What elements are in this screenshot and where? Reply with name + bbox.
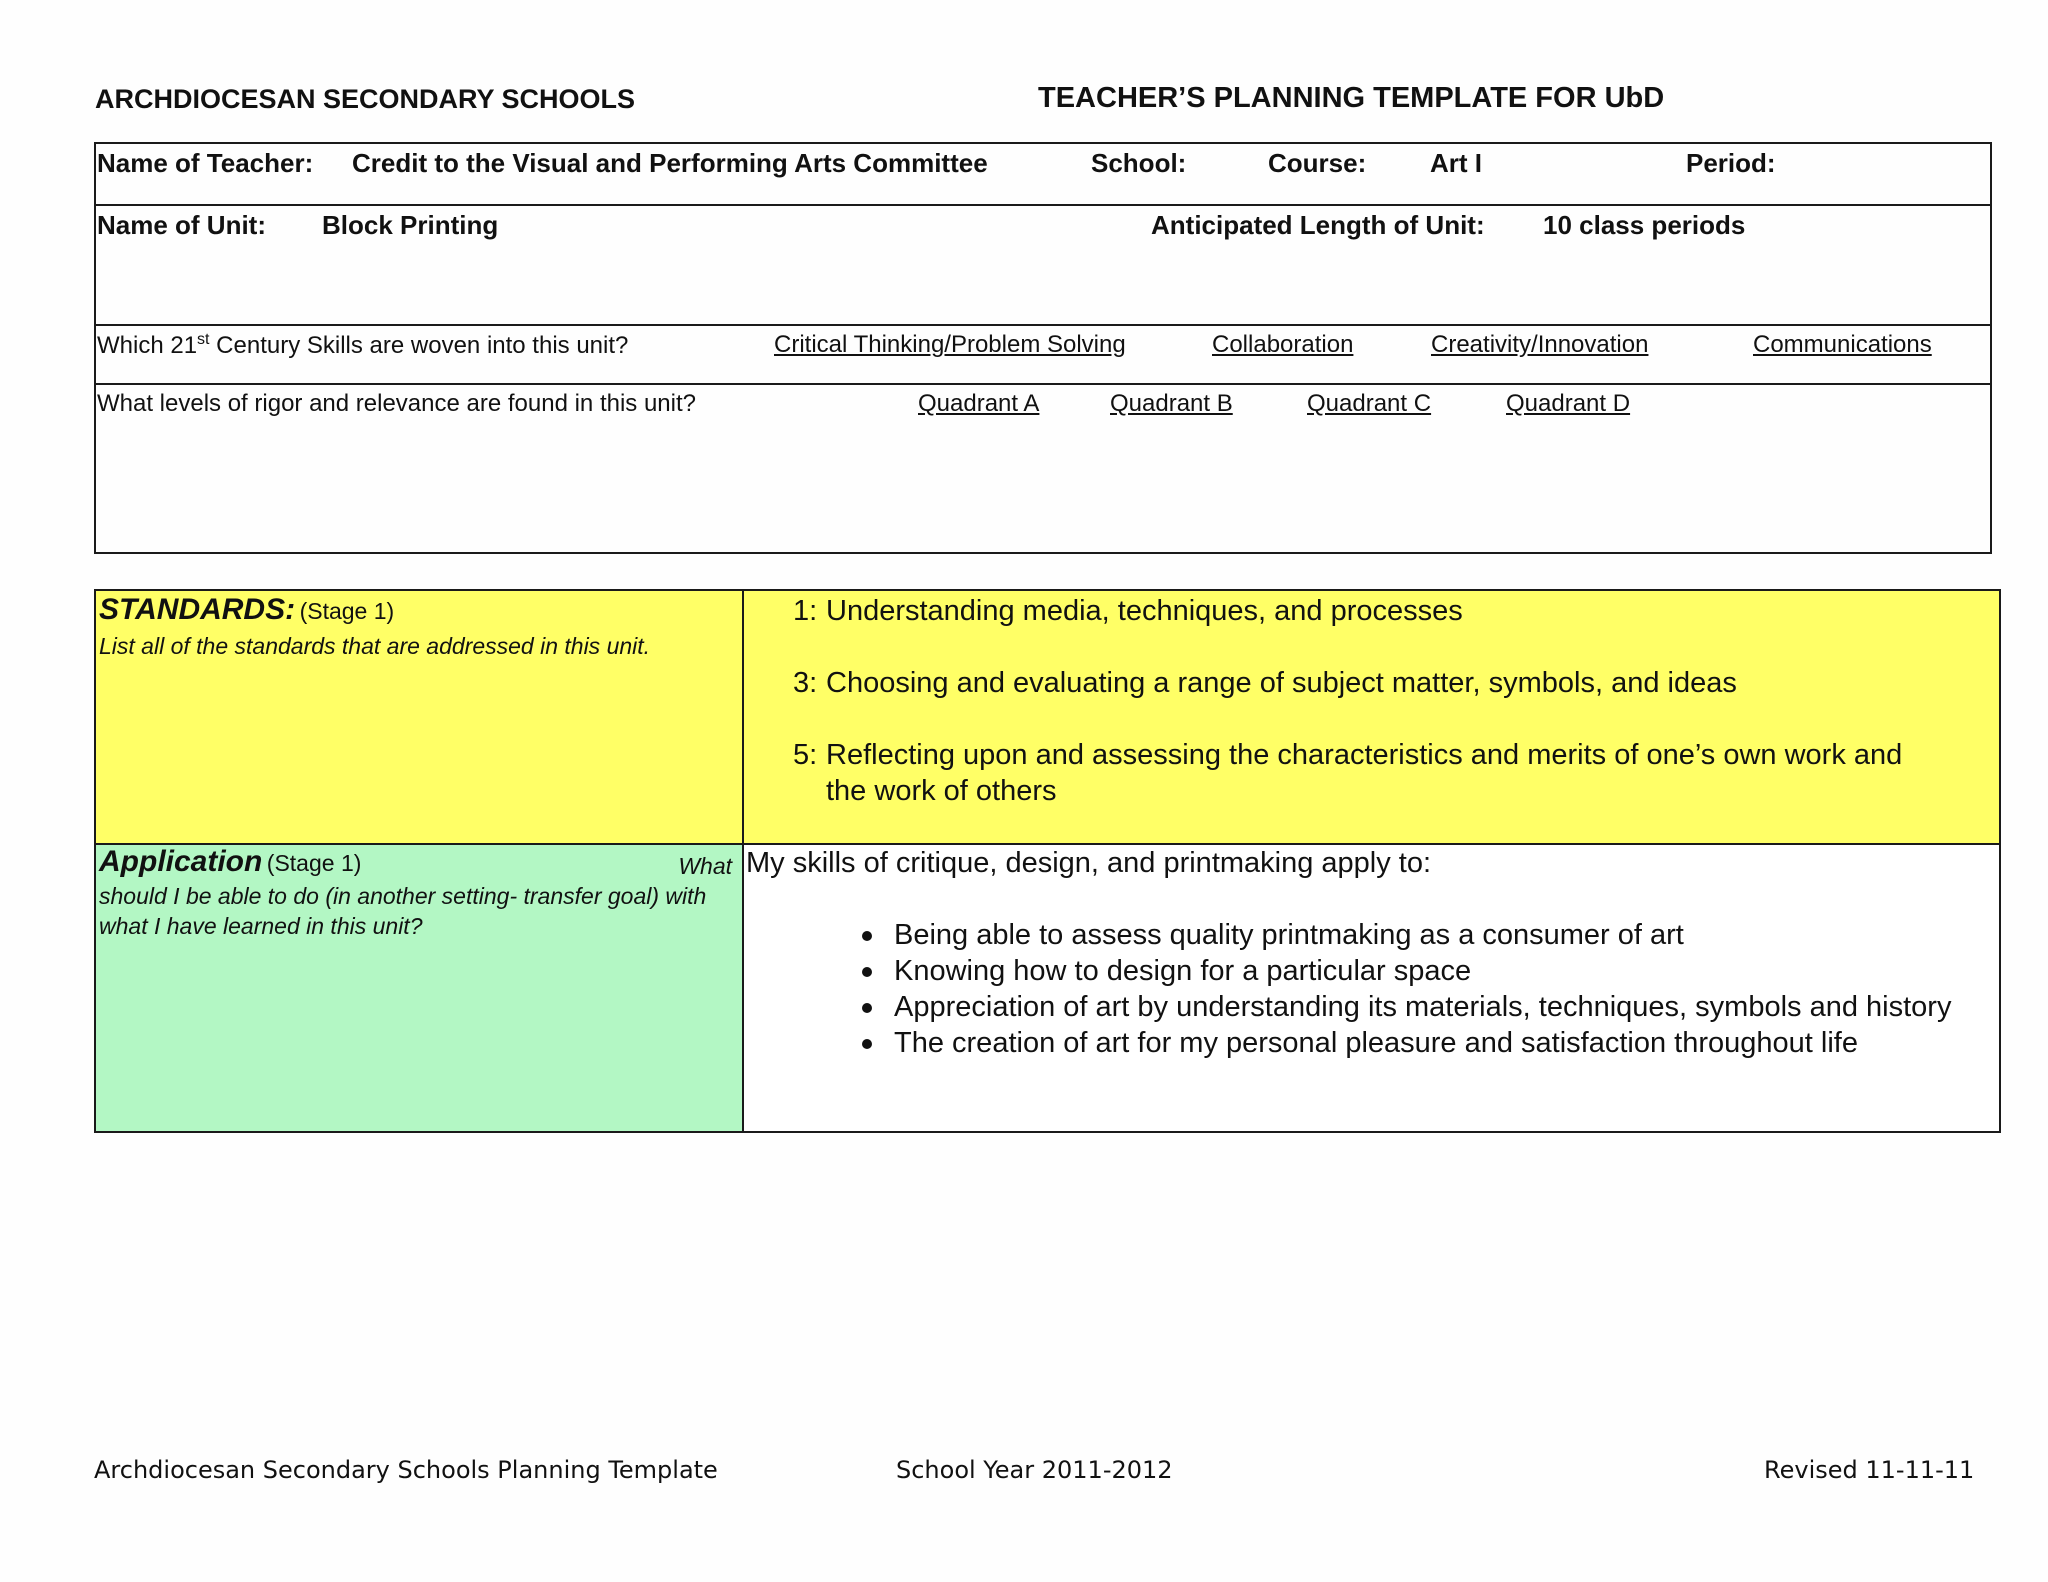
list-item: Appreciation of art by understanding its materials, techniques, symbols and history bbox=[862, 989, 1974, 1025]
application-what: What bbox=[678, 853, 732, 879]
course-value: Art I bbox=[1430, 148, 1482, 178]
period-label: Period: bbox=[1686, 148, 1776, 178]
footer-center: School Year 2011-2012 bbox=[896, 1456, 1173, 1484]
list-item: Being able to assess quality printmaking as a consumer of art bbox=[862, 917, 1962, 953]
school-system-title: ARCHDIOCESAN SECONDARY SCHOOLS bbox=[95, 84, 636, 114]
standard-5-text: Reflecting upon and assessing the characteristics and merits of one’s own work and the work of others bbox=[826, 739, 1903, 807]
application-label-cell bbox=[94, 843, 744, 1133]
skills-question: Which 21st Century Skills are woven into this unit? bbox=[97, 331, 629, 359]
application-heading: Application bbox=[99, 845, 263, 878]
standard-1-number: 1: bbox=[793, 595, 818, 627]
list-item: The creation of art for my personal pleasure and satisfaction throughout life bbox=[862, 1025, 1962, 1061]
list-item: Knowing how to design for a particular space bbox=[862, 953, 1962, 989]
quadrant-c: Quadrant C bbox=[1307, 390, 1432, 417]
application-content-cell bbox=[742, 843, 2001, 1133]
application-description: should I be able to do (in another setting- transfer goal) with what I have learned in this unit? bbox=[99, 883, 707, 939]
rigor-question: What levels of rigor and relevance are found in this unit? bbox=[97, 390, 697, 417]
application-stage: (Stage 1) bbox=[266, 850, 362, 876]
quadrant-b: Quadrant B bbox=[1110, 390, 1233, 417]
standard-3-number: 3: bbox=[793, 667, 818, 699]
divider bbox=[94, 324, 1992, 326]
standards-stage: (Stage 1) bbox=[299, 598, 395, 624]
unit-label: Name of Unit: bbox=[97, 210, 266, 240]
course-label: Course: bbox=[1268, 148, 1367, 178]
divider bbox=[94, 383, 1992, 385]
quadrant-a: Quadrant A bbox=[918, 390, 1040, 417]
skill-creativity: Creativity/Innovation bbox=[1431, 331, 1649, 358]
standards-heading: STANDARDS: bbox=[99, 593, 296, 626]
length-label: Anticipated Length of Unit: bbox=[1151, 210, 1485, 240]
teacher-value: Credit to the Visual and Performing Arts Committee bbox=[352, 148, 988, 178]
footer-right: Revised 11-11-11 bbox=[1764, 1456, 1975, 1484]
school-label: School: bbox=[1091, 148, 1187, 178]
standards-label-cell bbox=[94, 589, 744, 845]
skill-communications: Communications bbox=[1753, 331, 1932, 358]
unit-value: Block Printing bbox=[322, 210, 499, 240]
skill-critical-thinking: Critical Thinking/Problem Solving bbox=[774, 331, 1126, 358]
template-title: TEACHER’S PLANNING TEMPLATE FOR UbD bbox=[1038, 82, 1665, 114]
standard-5-number: 5: bbox=[793, 739, 818, 771]
length-value: 10 class periods bbox=[1543, 210, 1746, 240]
divider bbox=[94, 204, 1992, 206]
quadrant-d: Quadrant D bbox=[1506, 390, 1631, 417]
teacher-label: Name of Teacher: bbox=[97, 148, 314, 178]
standards-description: List all of the standards that are addressed in this unit. bbox=[99, 633, 651, 659]
standards-content-cell bbox=[742, 589, 2001, 845]
application-intro: My skills of critique, design, and printmaking apply to: bbox=[746, 847, 1432, 879]
standard-1-text: Understanding media, techniques, and processes bbox=[826, 595, 1463, 627]
skill-collaboration: Collaboration bbox=[1212, 331, 1354, 358]
application-bullets bbox=[862, 917, 1962, 1061]
footer-left: Archdiocesan Secondary Schools Planning Template bbox=[94, 1456, 718, 1484]
standard-3-text: Choosing and evaluating a range of subject matter, symbols, and ideas bbox=[826, 667, 1737, 699]
